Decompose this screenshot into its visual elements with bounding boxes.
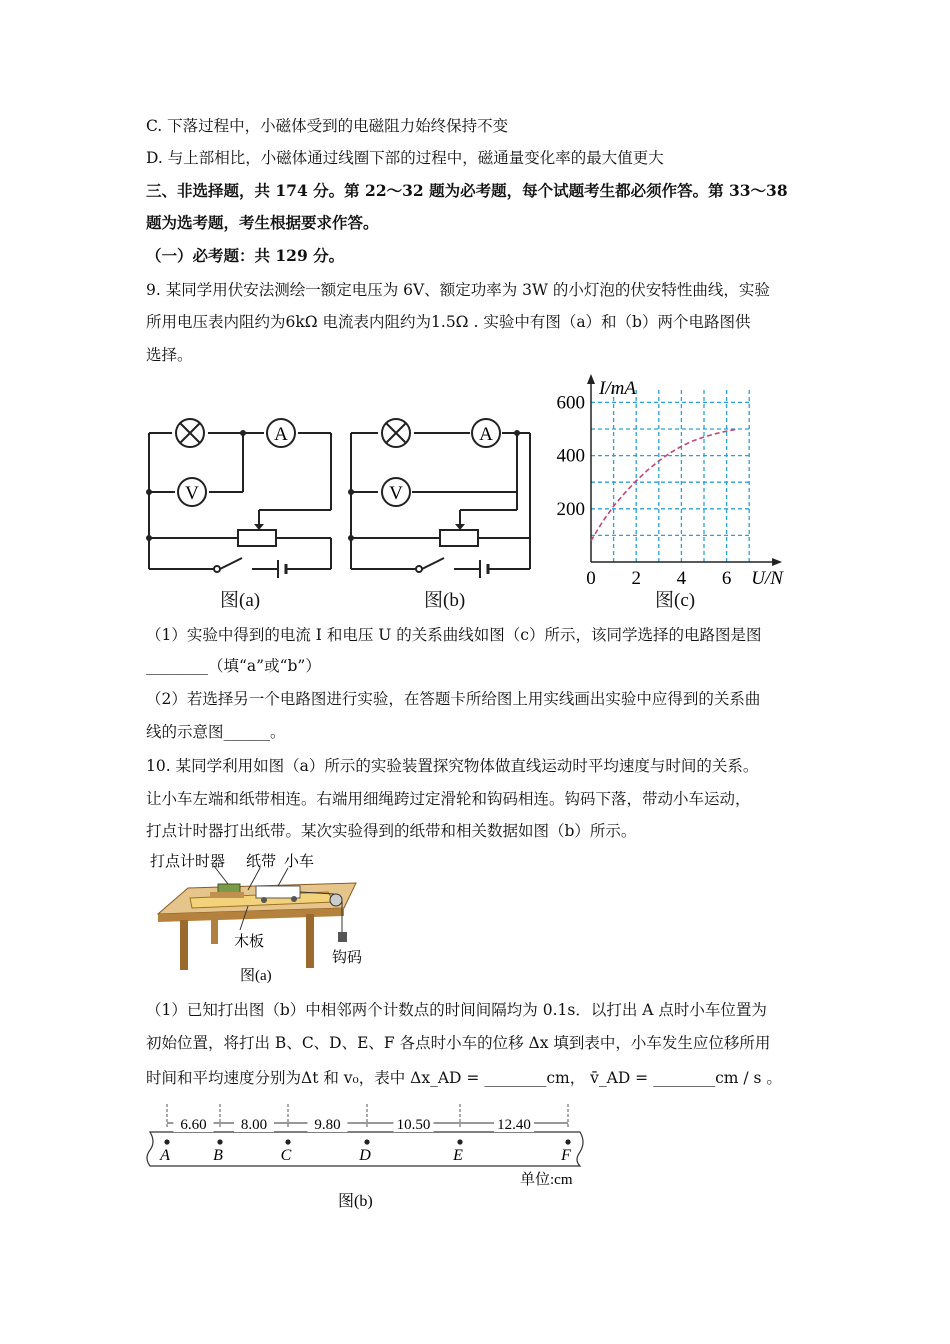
gap-label: 9.80: [314, 1117, 341, 1133]
point-label: F: [561, 1147, 571, 1164]
q9-sub2-blank: 线的示意图______。: [146, 723, 286, 741]
gap-label: 8.00: [240, 1117, 268, 1133]
caption-fig-b: 图(b): [424, 590, 466, 611]
q9-stem-2: 所用电压表内阻约为6kΩ 电流表内阻约为1.5Ω . 实验中有图（a）和（b）两个电路图供: [146, 313, 751, 331]
point-label: B: [213, 1147, 223, 1164]
point-label: A: [160, 1147, 170, 1164]
x-axis-label: U/N: [751, 568, 783, 589]
label-car: 小车: [284, 854, 315, 870]
x-tick-label: 2: [631, 568, 641, 589]
q10-sub1-cont: 初始位置，将打出 B、C、D、E、F 各点时小车的位移 Δx 填到表中，小车发生应位移所用: [146, 1034, 771, 1052]
point-label: C: [280, 1147, 292, 1164]
q9-sub1: （1）实验中得到的电流 I 和电压 U 的关系曲线如图（c）所示，该同学选择的电路图是图: [146, 626, 762, 644]
y-tick-label: 200: [556, 498, 585, 520]
point-label: E: [453, 1147, 463, 1164]
tape-dot: [285, 1139, 290, 1144]
caption-fig-c: 图(c): [655, 590, 696, 611]
voltmeter-label: V: [185, 483, 199, 504]
x-tick-label: 6: [721, 568, 732, 589]
section-3-heading-cont: 题为选考题，考生根据要求作答。: [146, 213, 379, 232]
section-3-heading: 三、非选择题，共 174 分。第 22～32 题为必考题，每个试题考生都必须作答。第 33～38: [146, 181, 788, 200]
section-required: （一）必考题：共 129 分。: [146, 246, 345, 265]
label-weight: 钩码: [332, 950, 363, 966]
paper-tape: [140, 1100, 600, 1212]
unit-label: 单位:cm: [520, 1172, 573, 1188]
label-board: 木板: [234, 934, 265, 950]
ammeter-label: A: [274, 424, 288, 445]
q9-stem-1: 9. 某同学用伏安法测绘一额定电压为 6V、额定功率为 3W 的小灯泡的伏安特性曲线，实验: [146, 281, 770, 299]
tape-dot: [217, 1139, 222, 1144]
circuit-a: [140, 410, 340, 590]
gap-label: 6.60: [180, 1117, 207, 1133]
y-axis-label: I/mA: [599, 378, 636, 399]
tape-dot: [565, 1139, 570, 1144]
apparatus-figure: [148, 848, 368, 988]
q9-stem-3: 选择。: [146, 346, 193, 364]
y-tick-label: 400: [556, 445, 585, 467]
x-tick-label: 0: [586, 568, 596, 589]
tape-dot: [364, 1139, 369, 1144]
q10-stem-3: 打点计时器打出纸带。某次实验得到的纸带和相关数据如图（b）所示。: [146, 822, 637, 840]
label-timer: 打点计时器: [150, 852, 226, 870]
label-tape: 纸带: [246, 854, 277, 870]
point-label: D: [359, 1147, 371, 1164]
y-axis-arrow: [587, 374, 595, 384]
x-axis-arrow: [772, 558, 782, 566]
q9-sub1-blank: ________（填“a”或“b”）: [146, 657, 321, 675]
gap-label: 10.50: [396, 1117, 431, 1133]
q10-sub1-answer: 时间和平均速度分别为Δt 和 v₀，表中 Δx_AD = ________cm， v̄_AD = ________cm / s 。: [146, 1069, 782, 1087]
x-tick-label: 4: [676, 568, 687, 589]
option-d: D. 与上部相比，小磁体通过线圈下部的过程中，磁通量变化率的最大值更大: [146, 149, 664, 167]
y-tick-label: 600: [556, 392, 585, 414]
voltmeter-label-b: V: [389, 483, 403, 504]
tape-dot: [457, 1139, 462, 1144]
gap-label: 12.40: [497, 1117, 531, 1133]
q10-stem-1: 10. 某同学利用如图（a）所示的实验装置探究物体做直线运动时平均速度与时间的关系。: [146, 757, 759, 775]
tape-dot: [164, 1139, 169, 1144]
q10-sub1: （1）已知打出图（b）中相邻两个计数点的时间间隔均为 0.1s．以打出 A 点时小车位置为: [146, 1001, 767, 1019]
iu-chart: [548, 372, 798, 594]
ammeter-label-b: A: [479, 424, 493, 445]
caption-tape: 图(b): [338, 1193, 373, 1210]
option-c: C. 下落过程中，小磁体受到的电磁阻力始终保持不变: [146, 117, 509, 135]
q9-sub2: （2）若选择另一个电路图进行实验，在答题卡所给图上用实线画出实验中应得到的关系曲: [146, 690, 761, 708]
q10-stem-2: 让小车左端和纸带相连。右端用细绳跨过定滑轮和钩码相连。钩码下落，带动小车运动，: [146, 790, 751, 808]
caption-fig-a: 图(a): [220, 590, 261, 611]
circuit-b: [342, 410, 542, 590]
caption-apparatus: 图(a): [240, 968, 272, 984]
